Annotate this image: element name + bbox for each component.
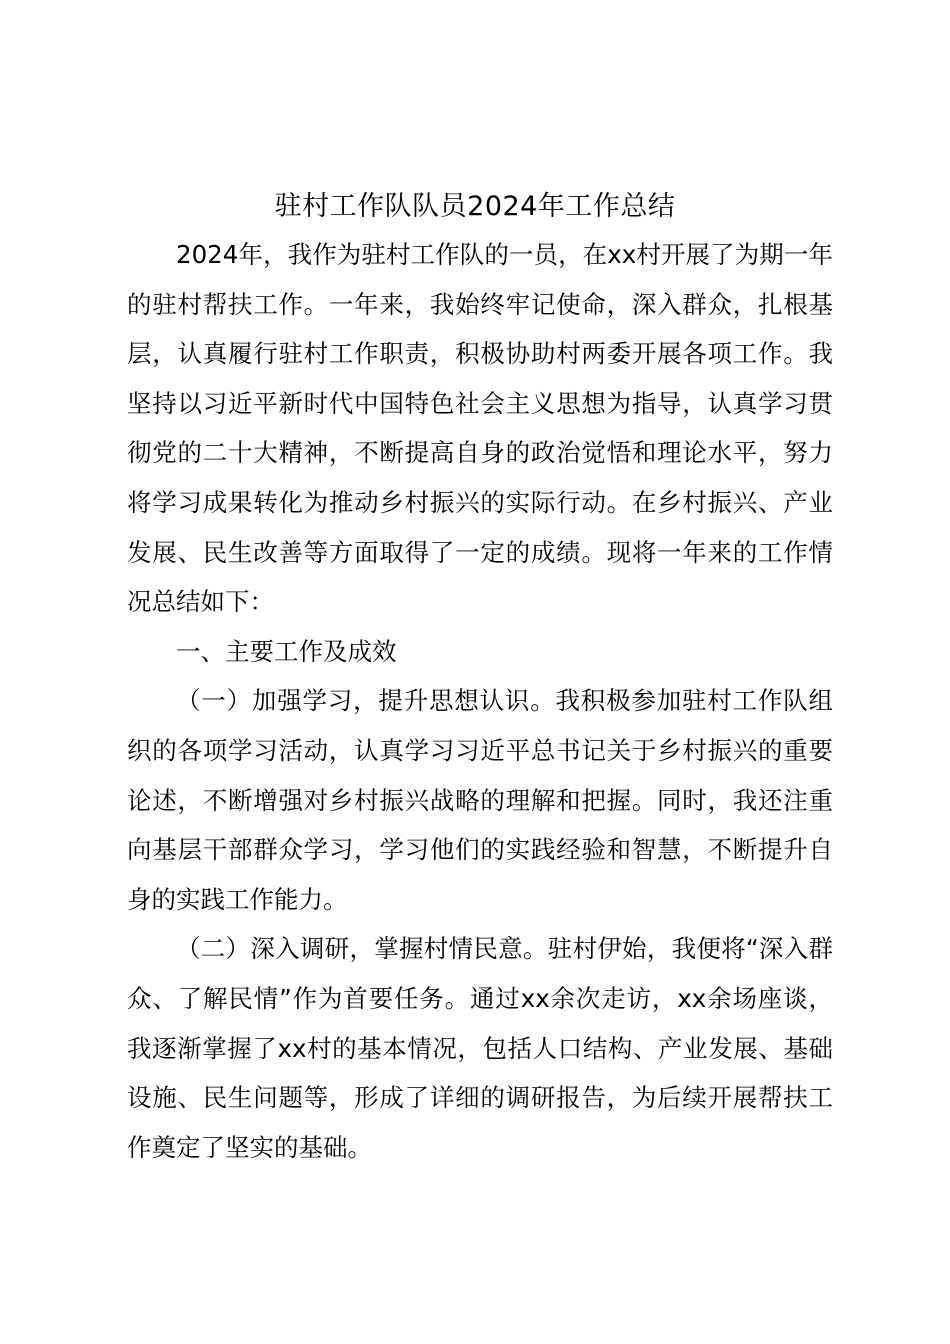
paragraph-intro: 2024年，我作为驻村工作队的一员，在xx村开展了为期一年的驻村帮扶工作。一年来，我始终牢记使命，深入群众，扎根基层，认真履行驻村工作职责，积极协助村两委开展各项工作。我坚持以习近平新时代中国特色社会主义思想为指导，认真学习贯彻党的二十大精神，不断提高自身的政治觉悟和理论水平，努力将学习成果转化为推动乡村振兴的实际行动。在乡村振兴、产业发展、民生改善等方面取得了一定的成绩。现将一年来的工作情况总结如下：: [127, 240, 833, 617]
section-heading-main-work: 一、主要工作及成效: [176, 636, 397, 666]
paragraph-study: （一）加强学习，提升思想认识。我积极参加驻村工作队组织的各项学习活动，认真学习习近平总书记关于乡村振兴的重要论述，不断增强对乡村振兴战略的理解和把握。同时，我还注重向基层干部群众学习，学习他们的实践经验和智慧，不断提升自身的实践工作能力。: [127, 686, 833, 914]
document-title: 驻村工作队队员2024年工作总结: [274, 191, 676, 222]
document-body: [127, 230, 833, 1172]
paragraph-research: （二）深入调研，掌握村情民意。驻村伊始，我便将“深入群众、了解民情”作为首要任务。通过xx余次走访，xx余场座谈，我逐渐掌握了xx村的基本情况，包括人口结构、产业发展、基础设施、民生问题等，形成了详细的调研报告，为后续开展帮扶工作奠定了坚实的基础。: [127, 934, 833, 1162]
